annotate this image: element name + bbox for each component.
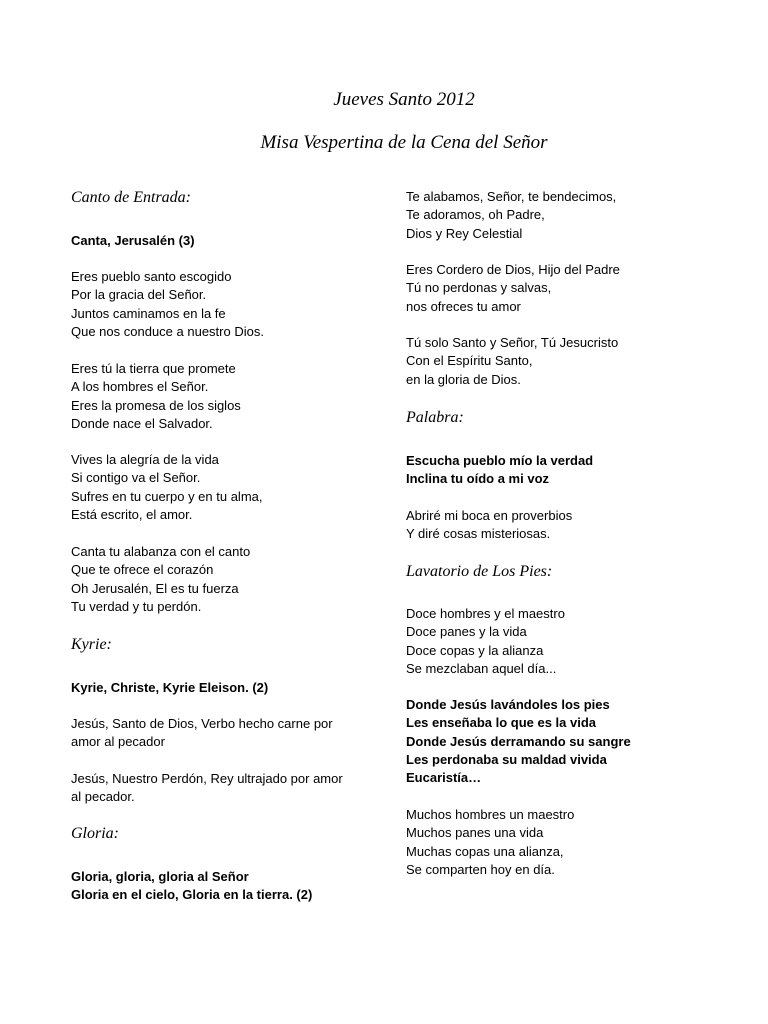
lyric-line: Eres la promesa de los siglos	[71, 397, 241, 413]
lyric-line: Canta tu alabanza con el canto	[71, 544, 251, 559]
lyric-line: Se mezclaban aquel día...	[406, 660, 557, 676]
verse-kyrie-2	[71, 770, 371, 807]
lyric-line: Se comparten hoy en día.	[406, 861, 555, 877]
section-heading-kyrie: Kyrie:	[71, 636, 112, 653]
verse-kyrie-1	[71, 715, 371, 752]
lyric-line: en la gloria de Dios.	[406, 371, 521, 387]
lyric-line: Y diré cosas misteriosas.	[406, 526, 551, 542]
verse-canto-1	[71, 268, 371, 341]
refrain-lavatorio	[406, 696, 706, 787]
lyric-line: al pecador.	[71, 789, 135, 805]
verse-canto-4	[71, 543, 371, 616]
lyric-line: Les perdonaba su maldad vivida	[406, 751, 607, 767]
verse-lavatorio-1	[406, 605, 706, 678]
lyric-line: Muchos panes una vida	[406, 825, 544, 841]
refrain-gloria	[71, 868, 371, 905]
lyric-line: Kyrie, Christe, Kyrie Eleison. (2)	[71, 680, 269, 695]
lyric-line: Canta, Jerusalén (3)	[71, 233, 195, 248]
lyric-line: Oh Jerusalén, El es tu fuerza	[71, 580, 239, 596]
lyric-line: A los hombres el Señor.	[71, 379, 209, 395]
lyric-line: Muchas copas una alianza,	[406, 843, 564, 859]
lyric-line: Gloria, gloria, gloria al Señor	[71, 869, 249, 884]
lyric-line: Que nos conduce a nuestro Dios.	[71, 323, 264, 339]
verse-canto-3	[71, 451, 371, 524]
verse-gloria-1	[406, 188, 706, 243]
lyric-line: Eres tú la tierra que promete	[71, 361, 236, 376]
lyric-line: Jesús, Nuestro Perdón, Rey ultrajado por amor	[71, 771, 343, 786]
section-heading-gloria: Gloria:	[71, 825, 119, 842]
lyric-line: Sufres en tu cuerpo y en tu alma,	[71, 488, 263, 504]
lyric-line: Abriré mi boca en proverbios	[406, 508, 573, 523]
lyric-line: nos ofreces tu amor	[406, 298, 521, 314]
lyric-line: Tu verdad y tu perdón.	[71, 598, 202, 614]
lyric-line: Con el Espíritu Santo,	[406, 353, 533, 369]
lyric-line: Escucha pueblo mío la verdad	[406, 453, 594, 468]
lyric-line: Está escrito, el amor.	[71, 506, 193, 522]
lyric-line: Por la gracia del Señor.	[71, 287, 207, 303]
lyric-line: Si contigo va el Señor.	[71, 470, 201, 486]
lyric-line: Eucaristía…	[406, 770, 482, 786]
verse-lavatorio-2	[406, 806, 706, 879]
document-title: Jueves Santo 2012	[333, 89, 475, 110]
lyric-line: Gloria en el cielo, Gloria en la tierra. (2)	[71, 887, 313, 903]
lyric-line: Te adoramos, oh Padre,	[406, 207, 545, 223]
lyric-line: amor al pecador	[71, 734, 165, 750]
lyric-line: Eres pueblo santo escogido	[71, 269, 232, 284]
verse-gloria-2	[406, 261, 706, 316]
lyric-line: Doce panes y la vida	[406, 624, 527, 640]
refrain-palabra	[406, 452, 706, 489]
lyric-line: Donde nace el Salvador.	[71, 415, 213, 431]
lyric-line: Doce hombres y el maestro	[406, 606, 565, 621]
lyric-line: Te alabamos, Señor, te bendecimos,	[406, 189, 617, 204]
verse-palabra-1	[406, 507, 706, 544]
lyric-line: Jesús, Santo de Dios, Verbo hecho carne por	[71, 716, 333, 731]
lyric-line: Donde Jesús lavándoles los pies	[406, 697, 610, 712]
lyric-line: Muchos hombres un maestro	[406, 807, 575, 822]
refrain-canto-entrada	[71, 232, 371, 250]
verse-canto-2	[71, 360, 371, 433]
lyric-line: Juntos caminamos en la fe	[71, 305, 226, 321]
document-subtitle: Misa Vespertina de la Cena del Señor	[260, 132, 548, 153]
section-heading-canto-entrada: Canto de Entrada:	[71, 189, 191, 206]
section-heading-palabra: Palabra:	[406, 409, 464, 426]
lyric-line: Doce copas y la alianza	[406, 642, 544, 658]
refrain-kyrie	[71, 679, 371, 697]
lyric-line: Donde Jesús derramando su sangre	[406, 733, 631, 749]
lyric-line: Que te ofrece el corazón	[71, 562, 214, 578]
lyric-line: Vives la alegría de la vida	[71, 452, 219, 467]
lyric-line: Inclina tu oído a mi voz	[406, 471, 550, 487]
lyric-line: Les enseñaba lo que es la vida	[406, 715, 597, 731]
verse-gloria-3	[406, 334, 706, 389]
section-heading-lavatorio: Lavatorio de Los Pies:	[406, 563, 553, 580]
lyric-line: Tú solo Santo y Señor, Tú Jesucristo	[406, 335, 619, 350]
lyric-line: Tú no perdonas y salvas,	[406, 280, 552, 296]
lyric-line: Dios y Rey Celestial	[406, 225, 523, 241]
lyric-line: Eres Cordero de Dios, Hijo del Padre	[406, 262, 620, 277]
